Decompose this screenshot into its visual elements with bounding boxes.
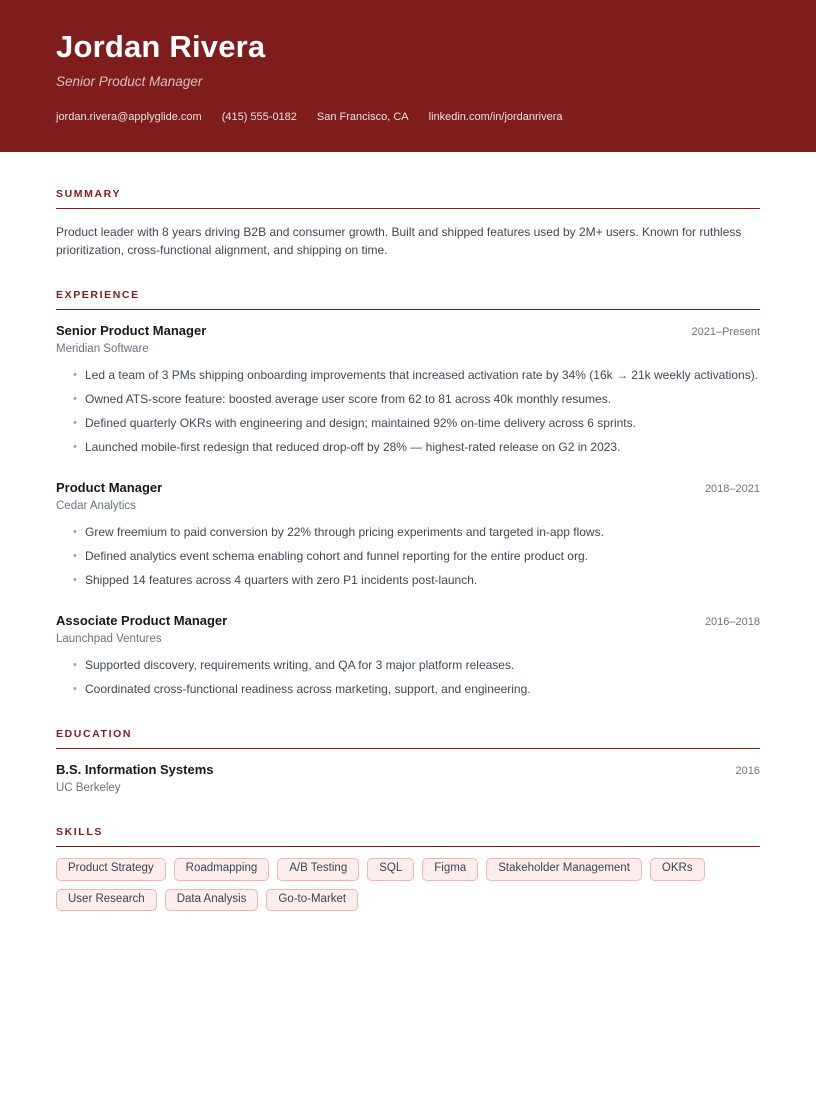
job-entry [56,480,760,587]
job-header [56,613,760,628]
job-bullet: • Supported discovery, requirements writing, and QA for 3 major platform releases. [56,658,760,672]
skills-heading: SKILLS [56,826,760,847]
skill-chip: Go-to-Market [266,889,358,912]
education-entry [56,762,760,794]
contact-row [56,111,760,123]
resume-body [0,188,816,911]
contact-email: jordan.rivera@applyglide.com [56,110,202,123]
contact-linkedin: linkedin.com/in/jordanrivera [428,110,563,123]
summary-heading: SUMMARY [56,188,760,209]
contact-location: San Francisco, CA [316,110,409,123]
education-dates: 2016 [735,765,760,777]
education-heading: EDUCATION [56,728,760,749]
job-entry [56,613,760,696]
job-bullet-list [56,658,760,696]
job-dates: 2016–2018 [704,616,760,628]
skills-chip-list [56,858,760,911]
job-bullet: • Shipped 14 features across 4 quarters with zero P1 incidents post-launch. [56,573,760,587]
contact-phone: (415) 555-0182 [221,110,297,123]
job-bullet: • Coordinated cross-functional readiness across marketing, support, and engineering. [56,682,760,696]
section-experience [56,289,760,696]
job-dates: 2021–Present [691,326,760,338]
job-bullet: • Owned ATS-score feature: boosted average user score from 62 to 81 across 40k monthly resumes. [56,392,760,406]
job-header [56,480,760,495]
experience-heading: EXPERIENCE [56,289,760,310]
job-bullet: • Defined quarterly OKRs with engineering and design; maintained 92% on-time delivery across 6 sprints. [56,416,760,430]
job-bullet: • Defined analytics event schema enabling cohort and funnel reporting for the entire product org. [56,549,760,563]
skill-chip: Stakeholder Management [486,858,642,881]
education-school: UC Berkeley [56,782,121,794]
education-degree: B.S. Information Systems [56,762,214,777]
skill-chip: Roadmapping [174,858,270,881]
job-header [56,323,760,338]
section-education [56,728,760,794]
job-title: Product Manager [56,480,163,495]
skill-chip: Data Analysis [165,889,259,912]
job-bullet: • Launched mobile-first redesign that reduced drop-off by 28% — highest-rated release on G2 in 2023. [56,440,760,454]
job-bullet: • Led a team of 3 PMs shipping onboarding improvements that increased activation rate by 34% (16k → 21k weekly activations). [56,368,760,382]
skill-chip: User Research [56,889,157,912]
skill-chip: Figma [422,858,478,881]
job-title: Senior Product Manager [56,323,207,338]
section-skills [56,826,760,911]
job-bullet-list [56,368,760,454]
skill-chip: OKRs [650,858,705,881]
section-summary [56,188,760,259]
education-header [56,762,760,777]
job-bullet: • Grew freemium to paid conversion by 22% through pricing experiments and targeted in-app flows. [56,525,760,539]
job-company: Cedar Analytics [56,500,136,512]
skill-chip: Product Strategy [56,858,166,881]
job-company: Meridian Software [56,343,149,355]
job-entry [56,323,760,454]
job-bullet-list [56,525,760,587]
resume-header [0,0,816,152]
summary-text: Product leader with 8 years driving B2B and consumer growth. Built and shipped features used by 2M+ users. Known for ruthless prioritization, cross-functional alignment, and shipping on time. [56,225,742,257]
skill-chip: SQL [367,858,414,881]
job-company: Launchpad Ventures [56,633,162,645]
job-dates: 2018–2021 [704,483,760,495]
job-title: Associate Product Manager [56,613,228,628]
skill-chip: A/B Testing [277,858,359,881]
candidate-name: Jordan Rivera [56,29,266,64]
candidate-title: Senior Product Manager [56,73,203,89]
